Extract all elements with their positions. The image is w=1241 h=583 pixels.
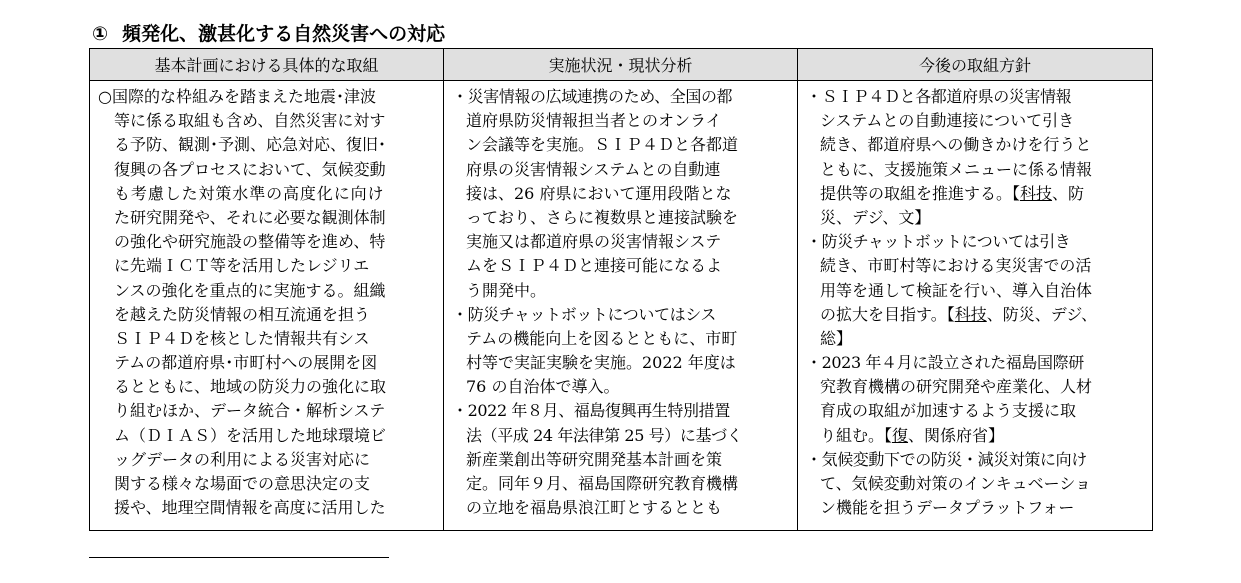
text-fragment: の拡大を目指す。【	[820, 304, 955, 324]
text-line: る予防、観測･予測、応急対応、復旧･	[114, 135, 387, 155]
text-fragment: 、防	[1052, 183, 1085, 203]
header-plan-initiatives: 基本計画における具体的な取組	[90, 49, 444, 81]
text-line: テムの機能向上を図るとともに、市町	[466, 328, 738, 348]
table-header-row	[90, 49, 1153, 81]
text-line: た研究開発や、それに必要な観測体制	[114, 207, 386, 227]
text-line: 定。同年９月、福島国際研究教育機構	[466, 474, 739, 493]
text-line: 続き、都道府県への働きかけを行うと	[820, 135, 1092, 155]
text-line: っており、さらに複数県と連接試験を	[466, 207, 739, 227]
text-line: ム（ＤＩＡＳ）を活用した地球環境ビ	[114, 425, 387, 445]
text-line: の強化や研究施設の整備等を進め、特	[114, 232, 386, 252]
text-fragment: 提供等の取組を推進する。【	[820, 183, 1021, 203]
text-line	[806, 424, 1144, 448]
text-line: 究教育機構の研究開発や産業化、人材	[820, 377, 1093, 397]
text-line: ・2022 年８月、福島復興再生特別措置	[452, 401, 730, 421]
text-line: ・防災チャットボットについてはシス	[452, 304, 716, 324]
text-line: テムの都道府県･市町村への展開を図	[114, 353, 378, 373]
cell-status-analysis	[444, 81, 798, 531]
text-line: ・防災チャットボットについては引き	[806, 232, 1071, 252]
text-line: 復興の各プロセスにおいて、気候変動	[114, 159, 386, 179]
text-line: 総】	[820, 328, 853, 348]
text-line: ・災害情報の広域連携のため、全国の都	[452, 87, 733, 106]
section-title-text: 頻発化、激甚化する自然災害への対応	[122, 23, 446, 45]
text-line: の立地を福島県浪江町とするととも	[466, 498, 723, 518]
text-line	[806, 182, 1144, 206]
text-line: 村等で実証実験を実施。2022 年度は	[466, 353, 736, 373]
cell-future-policy	[798, 81, 1153, 531]
text-line: るとともに、地域の防災力の強化に取	[114, 377, 387, 397]
text-line: り組むほか、データ統合・解析システ	[114, 401, 386, 421]
text-line: も考慮した対策水準の高度化に向け	[114, 183, 385, 203]
text-line: 等に係る取組も含め、自然災害に対す	[114, 111, 386, 131]
text-line: ＳＩＰ４Ｄを核とした情報共有シス	[114, 328, 370, 348]
text-line: 法（平成 24 年法律第 25 号）に基づく	[466, 425, 743, 445]
text-line: ○国際的な枠組みを踏まえた地震･津波	[98, 87, 376, 106]
text-line: ・気候変動下での防災・減災対策に向け	[806, 449, 1087, 469]
text-line: 用等を通して検証を行い、導入自治体	[820, 280, 1093, 300]
text-fragment: り組む。【	[820, 425, 893, 445]
text-line: 関する様々な場面での意思決定の支	[114, 474, 371, 493]
policy-table	[89, 48, 1153, 531]
text-line: 育成の取組が加速するよう支援に取	[820, 401, 1077, 421]
section-number: ①	[92, 23, 109, 45]
text-line: ともに、支援施策メニューに係る情報	[820, 159, 1093, 179]
text-line: 新産業創出等研究開発基本計画を策	[466, 449, 723, 469]
text-line: 接は、26 府県において運用段階とな	[466, 183, 732, 203]
text-line: システムとの自動連接について引き	[820, 111, 1075, 131]
text-line: 道府県防災情報担当者とのオンライ	[466, 111, 722, 131]
table-row	[90, 81, 1153, 531]
text-line: う開発中。	[466, 280, 547, 300]
text-line: 実施又は都道府県の災害情報システ	[466, 232, 722, 252]
text-line: て、気候変動対策のインキュベーショ	[820, 474, 1092, 493]
text-line: ンスの強化を重点的に実施する。組織	[114, 280, 386, 300]
header-future-policy: 今後の取組方針	[798, 49, 1153, 81]
ministry-tag: 科技	[954, 304, 987, 324]
text-line: 府県の災害情報システムとの自動連	[466, 159, 721, 179]
text-line: ・2023 年４月に設立された福島国際研	[806, 353, 1084, 373]
text-line: ン機能を担うデータプラットフォー	[820, 498, 1075, 518]
cell-plan-initiatives	[90, 81, 444, 531]
text-line: 続き、市町村等における実災害での活	[820, 256, 1092, 276]
text-fragment: 、防災、デジ、	[986, 304, 1098, 324]
header-status-analysis: 実施状況・現状分析	[444, 49, 798, 81]
text-line: ッグデータの利用による災害対応に	[114, 449, 371, 469]
text-fragment: 、関係府省】	[908, 425, 1005, 445]
ministry-tag: 復	[892, 425, 909, 445]
footnote-divider	[89, 557, 389, 558]
text-line: ・ＳＩＰ４Ｄと各都道府県の災害情報	[806, 87, 1072, 106]
text-line: ン会議等を実施。ＳＩＰ４Ｄと各都道	[466, 135, 739, 155]
text-line: を越えた防災情報の相互流通を担う	[114, 304, 371, 324]
text-line: 76 の自治体で導入。	[466, 377, 620, 397]
text-line: 災、デジ、文】	[820, 207, 931, 227]
text-line	[806, 303, 1144, 327]
ministry-tag: 科技	[1020, 183, 1053, 203]
text-line: ムをＳＩＰ４Ｄと連接可能になるよ	[466, 256, 723, 276]
section-title	[92, 21, 445, 47]
text-line: に先端ＩＣＴ等を活用したレジリエ	[114, 256, 370, 276]
text-line: 援や、地理空間情報を高度に活用した	[114, 498, 386, 518]
